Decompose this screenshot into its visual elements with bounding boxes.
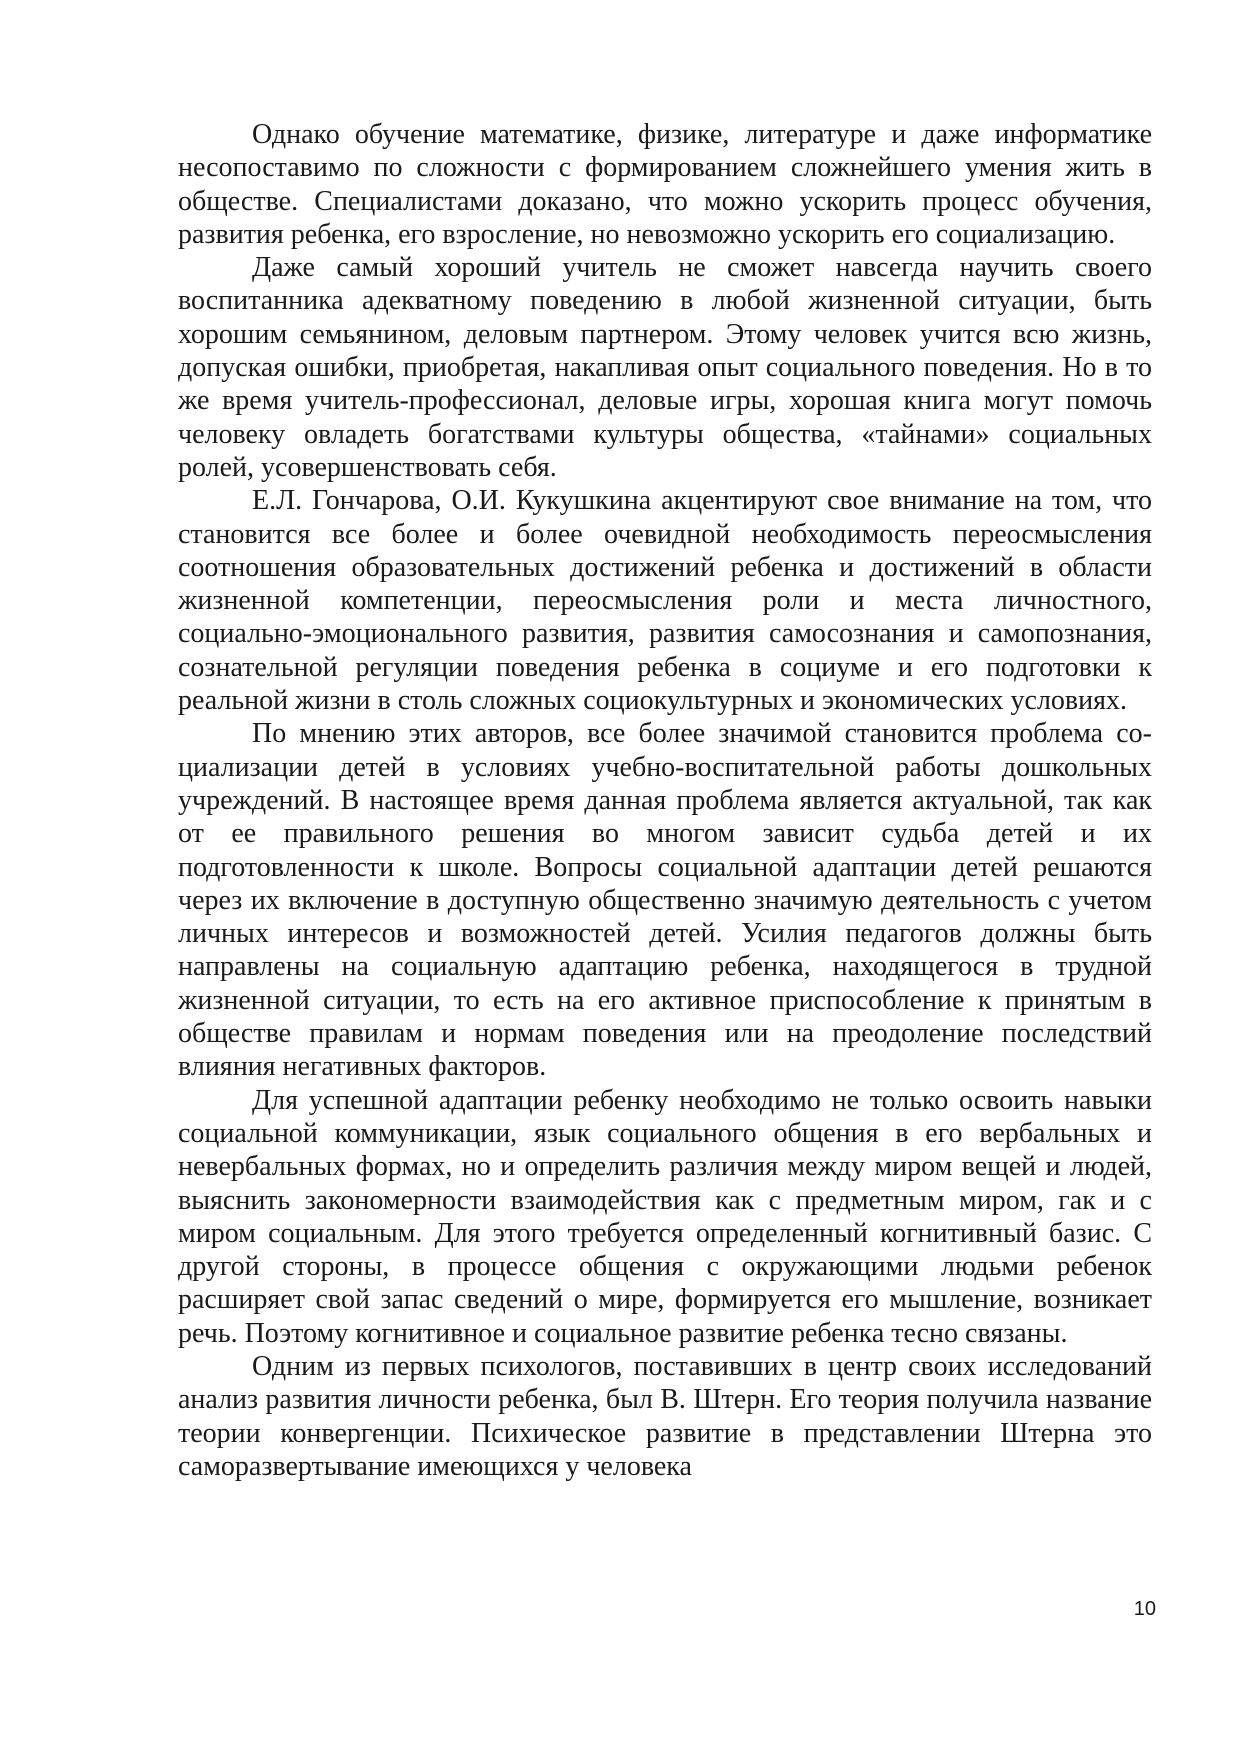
paragraph-4: По мнению этих авторов, все более значимой становится проблема со-циализации детей в условиях учебно-воспитательной работы дошкольных учреждений. В настоящее время данная проблема является актуальной, так как от ее правильного решения во многом зависит судьба детей и их подготовленности к школе. Вопросы социальной адаптации детей решаются через их включение в доступную общественно значимую деятельность с учетом личных интересов и возможностей детей. Усилия педагогов должны быть направлены на социальную адаптацию ребенка, находящегося в трудной жизненной ситуации, то есть на его активное приспособление к принятым в обществе правилам и нормам поведения или на преодоление последствий влияния негативных факторов.	[178, 718, 1152, 1083]
paragraph-2: Даже самый хороший учитель не сможет навсегда научить своего воспитанника адекватному поведению в любой жизненной ситуации, быть хорошим семьянином, деловым партнером. Этому человек учится всю жизнь, допуская ошибки, приобретая, накапливая опыт социального поведения. Но в то же время учитель-профессионал, деловые игры, хорошая книга могут помочь человеку овладеть богатствами культуры общества, «тайнами» социальных ролей, усовершенствовать себя.	[178, 252, 1152, 483]
paragraph-3: Е.Л. Гончарова, О.И. Кукушкина акцентируют свое внимание на том, что становится все более и более очевидной необходимость переосмысления соотношения образовательных достижений ребенка и достижений в области жизненной компетенции, переосмысления роли и места личностного, социально-эмоционального развития, развития самосознания и самопознания, сознательной регуляции поведения ребенка в социуме и его подготовки к реальной жизни в столь сложных социокультурных и экономических условиях.	[178, 485, 1152, 717]
paragraph-5: Для успешной адаптации ребенку необходимо не только освоить навыки социальной коммуникации, язык социального общения в его вербальных и невербальных формах, но и определить различия между миром вещей и людей, выяснить закономерности взаимодействия как с предметным миром, гак и с миром социальным. Для этого требуется определенный когнитивный базис. С другой стороны, в процессе общения с окружающими людьми ребенок расширяет свой запас сведений о мире, формируется его мышление, возникает речь. Поэтому когнитивное и социальное развитие ребенка тесно связаны.	[178, 1084, 1152, 1349]
paragraph-1: Однако обучение математике, физике, литературе и даже информатике несопоставимо по сложности с формированием сложнейшего умения жить в обществе. Специалистами доказано, что можно ускорить процесс обучения, развития ребенка, его взросление, но невозможно ускорить его социализацию.	[178, 119, 1152, 250]
paragraph-6: Одним из первых психологов, поставивших в центр своих исследований анализ развития личности ребенка, был В. Штерн. Его теория получила название теории конвергенции. Психическое развитие в представлении Штерна это саморазвертывание имеющихся у человека	[178, 1350, 1152, 1482]
body-text	[178, 118, 1152, 1483]
page-number: 10	[1133, 1598, 1156, 1620]
